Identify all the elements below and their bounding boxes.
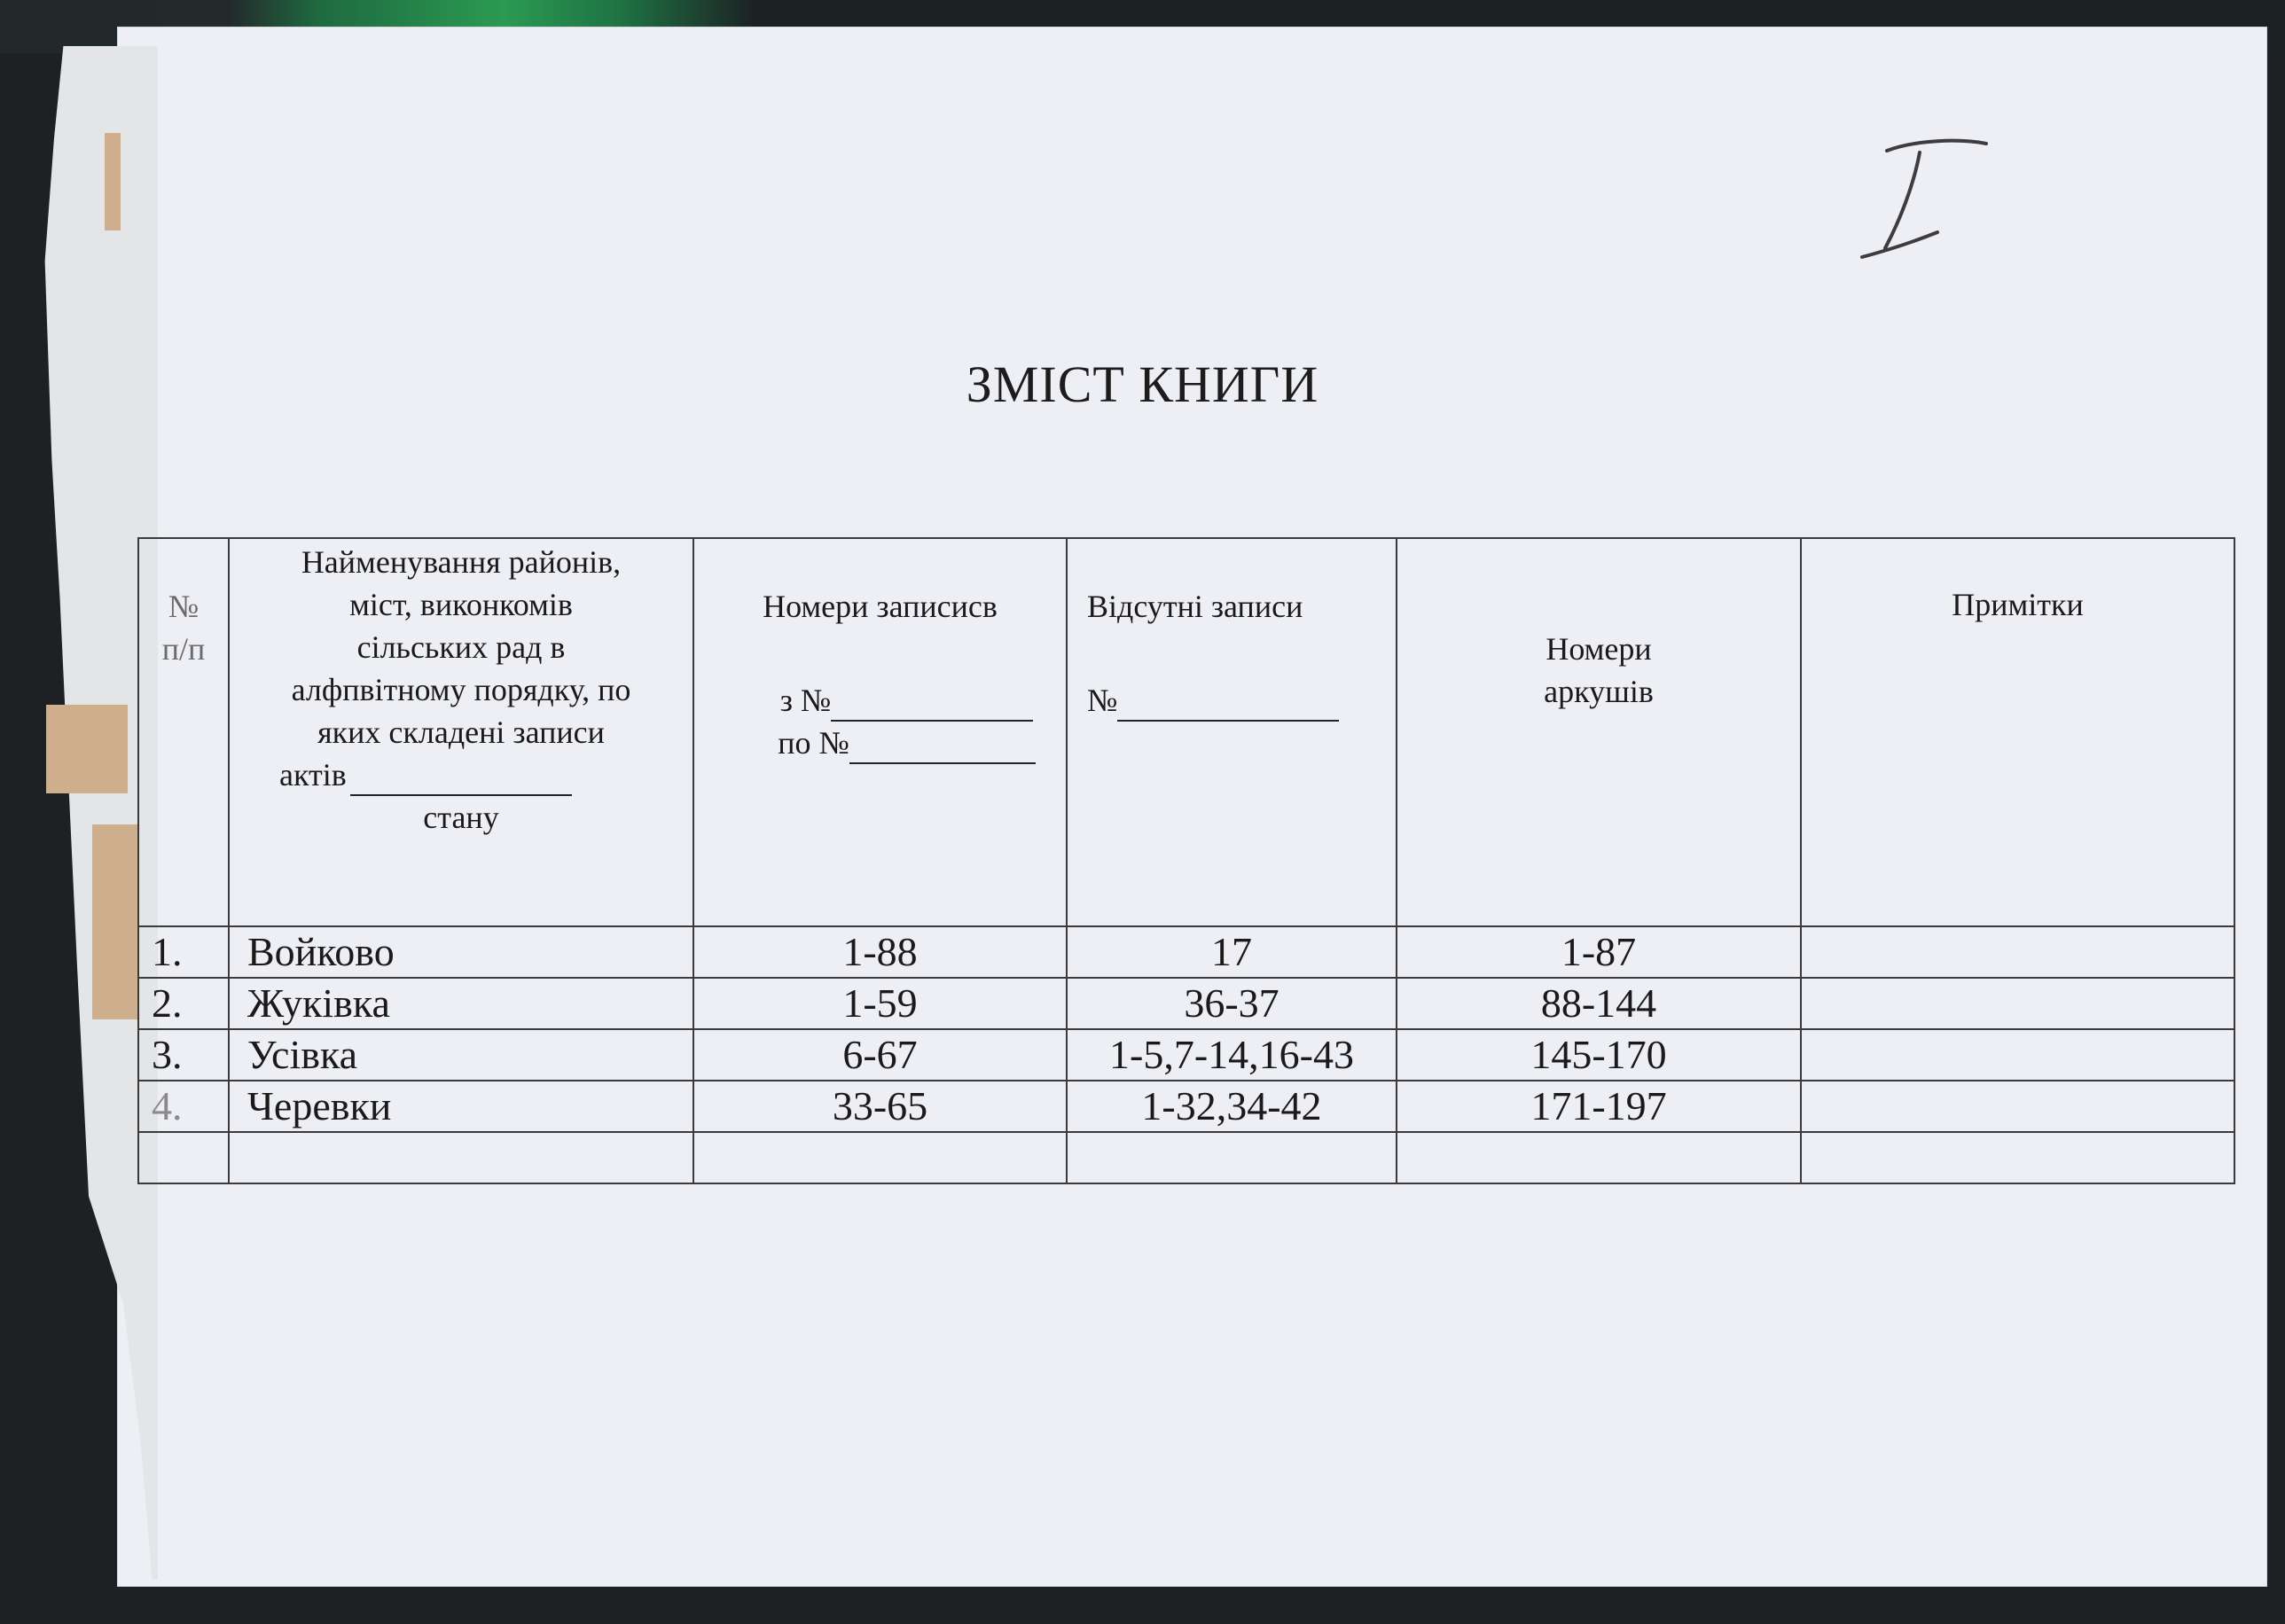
fill-in-blank xyxy=(849,727,1036,764)
row-missing: 17 xyxy=(1067,926,1397,978)
header-number-line: п/п xyxy=(161,631,206,667)
tape-residue xyxy=(92,824,138,1019)
header-records-to: по № xyxy=(778,725,849,761)
row-notes xyxy=(1801,1132,2234,1183)
row-name: Жуківка xyxy=(229,978,693,1029)
header-names-line: стану xyxy=(423,800,499,835)
row-notes xyxy=(1801,926,2234,978)
tape-residue xyxy=(46,705,128,793)
row-records: 6-67 xyxy=(693,1029,1067,1081)
row-records: 1-88 xyxy=(693,926,1067,978)
header-missing-row xyxy=(1087,683,1339,718)
row-sheets: 145-170 xyxy=(1397,1029,1801,1081)
header-sheets xyxy=(1397,538,1801,926)
table-row xyxy=(138,926,2234,978)
header-number xyxy=(138,538,229,926)
header-records-to-row xyxy=(694,722,1066,764)
table-row xyxy=(138,1029,2234,1081)
header-sheets-line: Номери xyxy=(1546,631,1652,667)
handwritten-page-mark xyxy=(1853,133,2013,266)
table-row xyxy=(138,1132,2234,1183)
row-sheets: 88-144 xyxy=(1397,978,1801,1029)
header-number-line: № xyxy=(168,589,200,624)
header-names-line-with-blank xyxy=(230,753,693,796)
header-missing xyxy=(1067,538,1397,926)
row-missing xyxy=(1067,1132,1397,1183)
row-sheets: 171-197 xyxy=(1397,1081,1801,1132)
header-records-title: Номери записисв xyxy=(763,589,998,624)
row-name: Усівка xyxy=(229,1029,693,1081)
row-number xyxy=(138,1132,229,1183)
row-records xyxy=(693,1132,1067,1183)
header-sheets-line: аркушів xyxy=(1544,674,1654,709)
row-records: 1-59 xyxy=(693,978,1067,1029)
document-title: ЗМІСТ КНИГИ xyxy=(966,355,1319,413)
row-records: 33-65 xyxy=(693,1081,1067,1132)
row-name: Черевки xyxy=(229,1081,693,1132)
row-notes xyxy=(1801,978,2234,1029)
contents-table xyxy=(137,537,2235,1184)
header-notes xyxy=(1801,538,2234,926)
row-sheets xyxy=(1397,1132,1801,1183)
header-names-line: сільських рад в xyxy=(356,629,566,665)
table-row xyxy=(138,978,2234,1029)
header-notes-title: Примітки xyxy=(1952,587,2084,622)
header-records-from-row xyxy=(694,679,1066,722)
row-number: 1. xyxy=(138,926,229,978)
header-names-line: алфпвітному порядку, по xyxy=(291,672,631,707)
table-row xyxy=(138,1081,2234,1132)
fill-in-blank xyxy=(831,684,1033,722)
header-names-line: Найменування районів, xyxy=(301,544,622,580)
header-names-line: міст, виконкомів xyxy=(349,587,573,622)
row-sheets: 1-87 xyxy=(1397,926,1801,978)
row-number: 4. xyxy=(138,1081,229,1132)
row-notes xyxy=(1801,1029,2234,1081)
row-name xyxy=(229,1132,693,1183)
header-names-line: актів xyxy=(279,757,347,792)
header-records xyxy=(693,538,1067,926)
table-header-row xyxy=(138,538,2234,926)
header-names xyxy=(229,538,693,926)
header-missing-no: № xyxy=(1087,683,1118,718)
row-number: 2. xyxy=(138,978,229,1029)
row-notes xyxy=(1801,1081,2234,1132)
row-missing: 1-5,7-14,16-43 xyxy=(1067,1029,1397,1081)
row-missing: 1-32,34-42 xyxy=(1067,1081,1397,1132)
fill-in-blank xyxy=(350,759,572,796)
row-name: Войково xyxy=(229,926,693,978)
header-missing-title: Відсутні записи xyxy=(1087,589,1303,624)
row-number: 3. xyxy=(138,1029,229,1081)
fill-in-blank xyxy=(1117,684,1339,722)
header-names-line: яких складені записи xyxy=(317,714,605,750)
header-records-from: з № xyxy=(779,683,832,718)
row-missing: 36-37 xyxy=(1067,978,1397,1029)
tape-residue xyxy=(105,133,121,230)
